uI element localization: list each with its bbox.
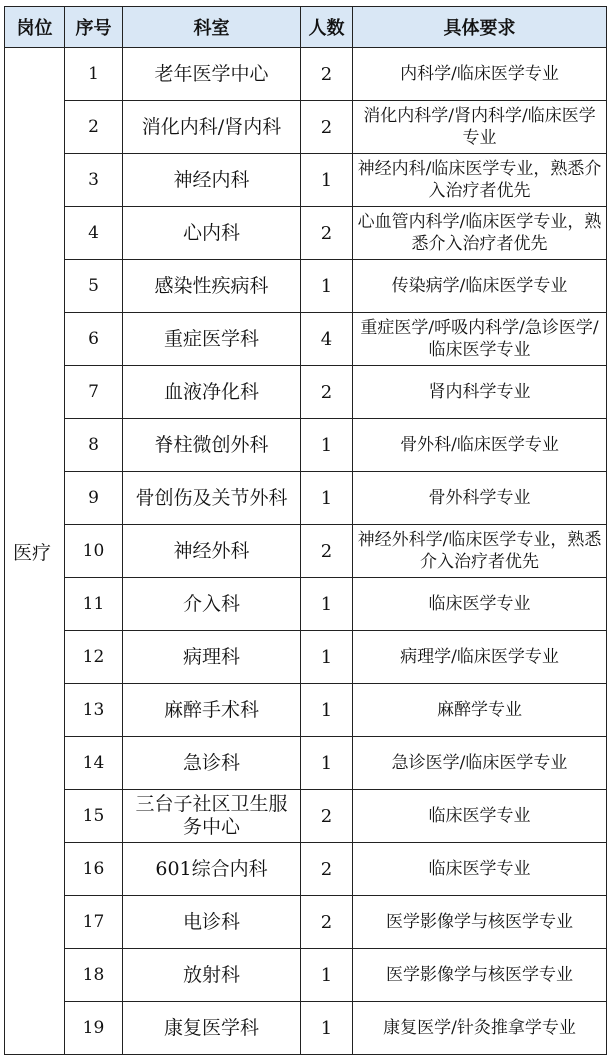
table-body (5, 48, 607, 1055)
dept-cell: 老年医学中心 (123, 48, 301, 101)
count-cell: 2 (301, 843, 353, 896)
requirements-cell: 临床医学专业 (353, 578, 607, 631)
requirements-cell: 麻醉学专业 (353, 684, 607, 737)
count-cell: 2 (301, 790, 353, 843)
seq-cell: 2 (65, 101, 123, 154)
header-count: 人数 (301, 7, 353, 48)
dept-cell: 骨创伤及关节外科 (123, 472, 301, 525)
dept-cell: 601综合内科 (123, 843, 301, 896)
seq-cell: 3 (65, 154, 123, 207)
requirements-cell: 病理学/临床医学专业 (353, 631, 607, 684)
seq-cell: 16 (65, 843, 123, 896)
requirements-cell: 康复医学/针灸推拿学专业 (353, 1002, 607, 1055)
requirements-cell: 骨外科学专业 (353, 472, 607, 525)
count-cell: 2 (301, 48, 353, 101)
dept-cell: 感染性疾病科 (123, 260, 301, 313)
seq-cell: 5 (65, 260, 123, 313)
requirements-cell: 传染病学/临床医学专业 (353, 260, 607, 313)
table-row (5, 472, 607, 525)
count-cell: 2 (301, 207, 353, 260)
dept-cell: 急诊科 (123, 737, 301, 790)
table-row (5, 260, 607, 313)
table-row (5, 1002, 607, 1055)
requirements-cell: 医学影像学与核医学专业 (353, 896, 607, 949)
count-cell: 4 (301, 313, 353, 366)
count-cell: 1 (301, 154, 353, 207)
table-row (5, 525, 607, 578)
dept-cell: 放射科 (123, 949, 301, 1002)
count-cell: 1 (301, 472, 353, 525)
requirements-cell: 临床医学专业 (353, 843, 607, 896)
seq-cell: 10 (65, 525, 123, 578)
count-cell: 1 (301, 631, 353, 684)
dept-cell: 电诊科 (123, 896, 301, 949)
dept-cell: 心内科 (123, 207, 301, 260)
count-cell: 1 (301, 1002, 353, 1055)
count-cell: 2 (301, 101, 353, 154)
count-cell: 2 (301, 366, 353, 419)
requirements-cell: 骨外科/临床医学专业 (353, 419, 607, 472)
count-cell: 1 (301, 737, 353, 790)
requirements-cell: 重症医学/呼吸内科学/急诊医学/临床医学专业 (353, 313, 607, 366)
dept-cell: 脊柱微创外科 (123, 419, 301, 472)
count-cell: 1 (301, 260, 353, 313)
table-row (5, 737, 607, 790)
requirements-cell: 医学影像学与核医学专业 (353, 949, 607, 1002)
header-requirements: 具体要求 (353, 7, 607, 48)
table-row (5, 896, 607, 949)
seq-cell: 14 (65, 737, 123, 790)
seq-cell: 9 (65, 472, 123, 525)
dept-cell: 消化内科/肾内科 (123, 101, 301, 154)
requirements-cell: 消化内科学/肾内科学/临床医学专业 (353, 101, 607, 154)
count-cell: 1 (301, 578, 353, 631)
dept-cell: 三台子社区卫生服务中心 (123, 790, 301, 843)
seq-cell: 8 (65, 419, 123, 472)
requirements-cell: 临床医学专业 (353, 790, 607, 843)
table-row (5, 48, 607, 101)
table-header (5, 7, 607, 48)
count-cell: 1 (301, 949, 353, 1002)
dept-cell: 重症医学科 (123, 313, 301, 366)
dept-cell: 神经外科 (123, 525, 301, 578)
dept-cell: 麻醉手术科 (123, 684, 301, 737)
dept-cell: 血液净化科 (123, 366, 301, 419)
count-cell: 1 (301, 419, 353, 472)
table-row (5, 843, 607, 896)
table-row (5, 419, 607, 472)
post-cell: 医疗 (5, 48, 65, 1055)
table-row (5, 154, 607, 207)
table-row (5, 207, 607, 260)
seq-cell: 6 (65, 313, 123, 366)
requirements-cell: 神经内科/临床医学专业，熟悉介入治疗者优先 (353, 154, 607, 207)
seq-cell: 18 (65, 949, 123, 1002)
dept-cell: 康复医学科 (123, 1002, 301, 1055)
header-seq: 序号 (65, 7, 123, 48)
dept-cell: 病理科 (123, 631, 301, 684)
requirements-cell: 神经外科学/临床医学专业，熟悉介入治疗者优先 (353, 525, 607, 578)
seq-cell: 11 (65, 578, 123, 631)
count-cell: 2 (301, 896, 353, 949)
seq-cell: 12 (65, 631, 123, 684)
table-row (5, 949, 607, 1002)
seq-cell: 17 (65, 896, 123, 949)
seq-cell: 19 (65, 1002, 123, 1055)
recruitment-table (4, 6, 607, 1055)
table-row (5, 313, 607, 366)
requirements-cell: 心血管内科学/临床医学专业，熟悉介入治疗者优先 (353, 207, 607, 260)
header-row (5, 7, 607, 48)
requirements-cell: 肾内科学专业 (353, 366, 607, 419)
table-row (5, 101, 607, 154)
count-cell: 2 (301, 525, 353, 578)
seq-cell: 15 (65, 790, 123, 843)
table-row (5, 790, 607, 843)
seq-cell: 13 (65, 684, 123, 737)
requirements-cell: 急诊医学/临床医学专业 (353, 737, 607, 790)
dept-cell: 神经内科 (123, 154, 301, 207)
count-cell: 1 (301, 684, 353, 737)
table-row (5, 578, 607, 631)
dept-cell: 介入科 (123, 578, 301, 631)
requirements-cell: 内科学/临床医学专业 (353, 48, 607, 101)
seq-cell: 7 (65, 366, 123, 419)
header-dept: 科室 (123, 7, 301, 48)
seq-cell: 1 (65, 48, 123, 101)
header-post: 岗位 (5, 7, 65, 48)
table-row (5, 366, 607, 419)
table-row (5, 631, 607, 684)
seq-cell: 4 (65, 207, 123, 260)
table-row (5, 684, 607, 737)
